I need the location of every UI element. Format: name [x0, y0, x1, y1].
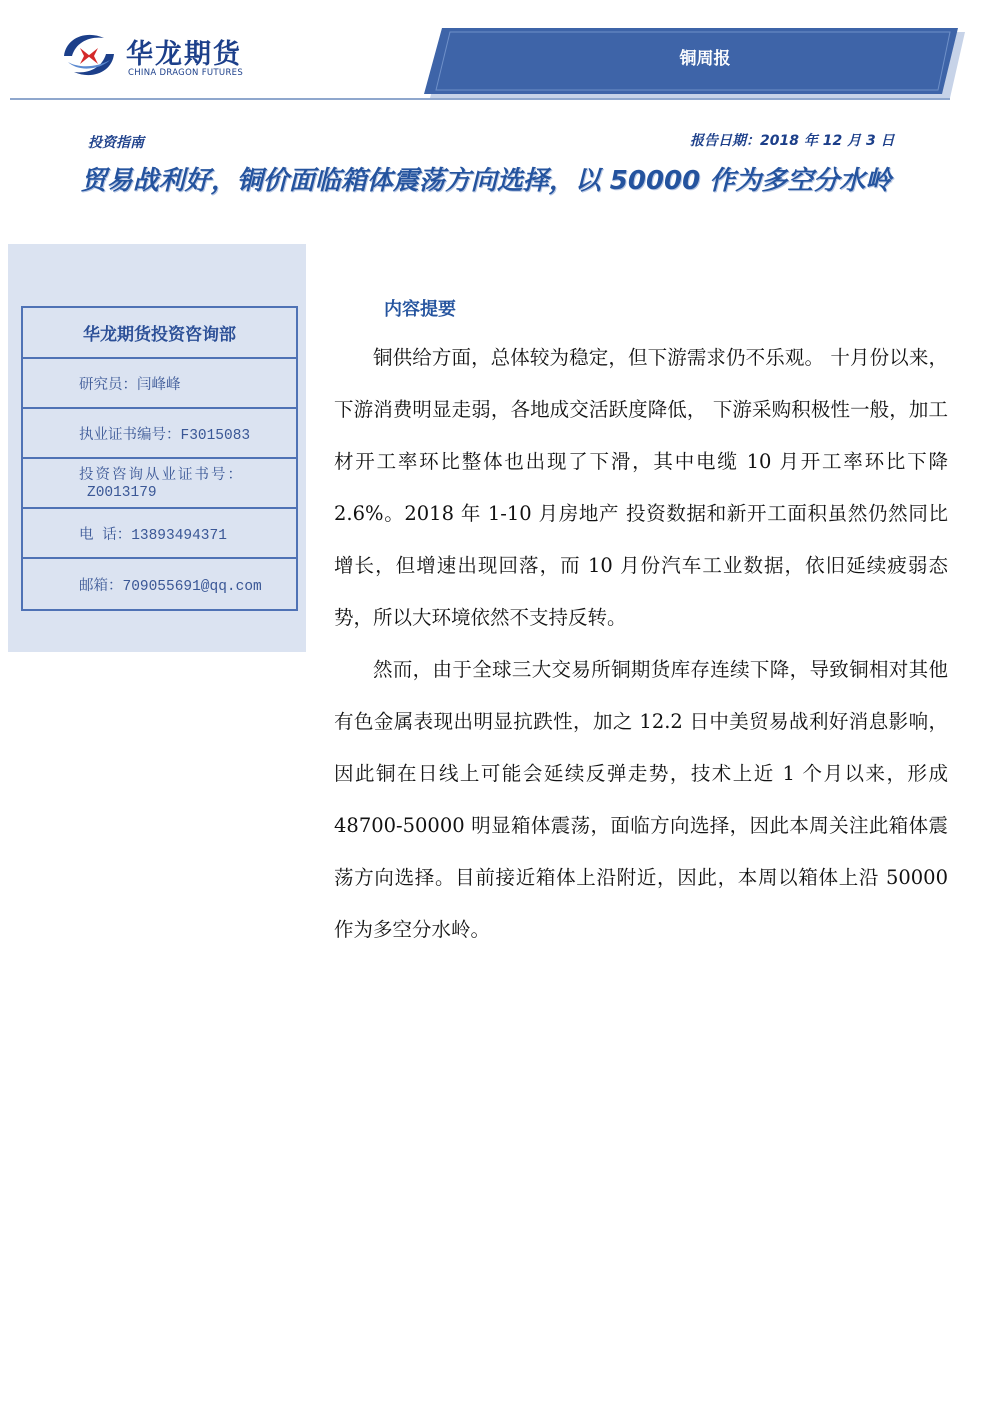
consult-cert-row — [23, 459, 296, 509]
email-link[interactable]: 邮箱：709055691@qq.com — [79, 578, 262, 595]
logo-chinese-name: 华龙期货 — [126, 39, 242, 70]
report-title: 贸易战利好，铜价面临箱体震荡方向选择，以 50000 作为多空分水岭 — [80, 166, 892, 196]
header-divider — [10, 98, 950, 100]
license-row — [23, 409, 296, 459]
consult-cert-label: 投资咨询从业证书号： — [79, 468, 244, 484]
consult-cert-value: Z0013179 — [87, 485, 157, 501]
summary-section — [334, 288, 948, 956]
researcher-text: 研究员：闫峰峰 — [79, 377, 181, 394]
department-heading: 华龙期货投资咨询部 — [23, 308, 296, 359]
phone-row — [23, 509, 296, 559]
category-label: 投资指南 — [88, 135, 144, 151]
contact-info-table — [21, 306, 298, 611]
summary-paragraph-1: 铜供给方面，总体较为稳定，但下游需求仍不乐观。 十月份以来，下游消费明显走弱，各地成交活跃度降低， 下游采购积极性一般，加工材开工率环比整体也出现了下滑，其中电缆 10 月开工率环比下降 2.6%。2018 年 1-10 月房地产 投资数据和新开工面积虽然仍然同比增长，但增速出现回落，而 10 月份汽车工业数据，依旧延续疲弱态势，所以大环境依然不支持反转。 — [334, 346, 948, 629]
summary-heading: 内容提要 — [384, 299, 456, 320]
email-row — [23, 559, 296, 609]
researcher-row — [23, 359, 296, 409]
summary-paragraph-2: 然而，由于全球三大交易所铜期货库存连续下降，导致铜相对其他有色金属表现出明显抗跌性，加之 12.2 日中美贸易战利好消息影响，因此铜在日线上可能会延续反弹走势，技术上近 1 个月以来，形成 48700-50000 明显箱体震荡，面临方向选择，因此本周关注此箱体震荡方向选择。目前接近箱体上沿附近，因此，本周以箱体上沿 50000 作为多空分水岭。 — [334, 658, 948, 941]
report-type-banner — [0, 0, 992, 110]
license-text: 执业证书编号：F3015083 — [79, 427, 251, 444]
logo-english-name: CHINA DRAGON FUTURES — [128, 68, 244, 78]
report-type-label: 铜周报 — [679, 49, 731, 69]
phone-text: 电 话：13893494371 — [79, 527, 227, 544]
report-date: 报告日期：2018 年 12 月 3 日 — [690, 133, 895, 149]
